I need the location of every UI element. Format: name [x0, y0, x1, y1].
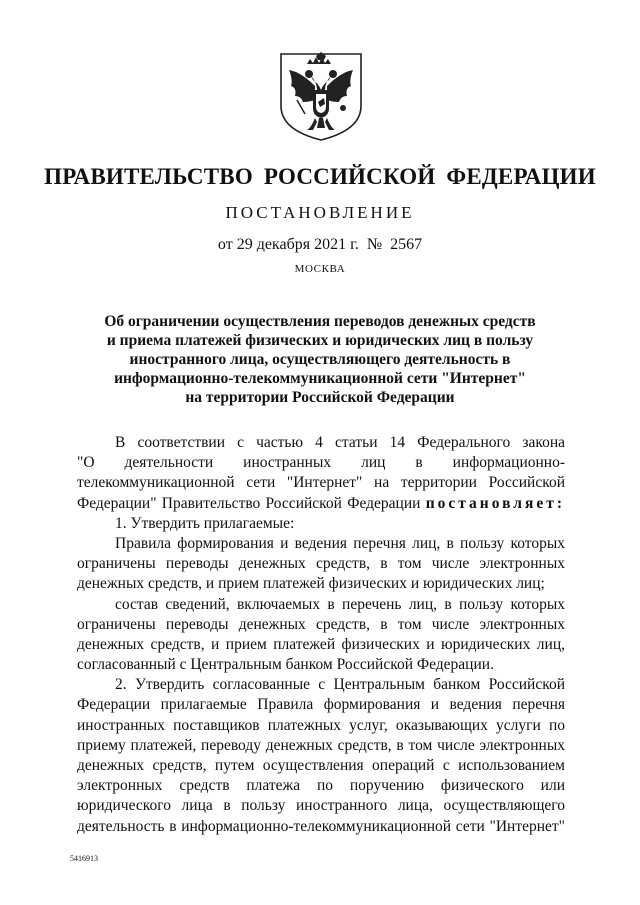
- body-line: юридического лица в пользу иностранного лица, осуществляющего: [77, 797, 565, 815]
- subject-line: иностранного лица, осуществляющего деятельность в: [129, 351, 511, 368]
- body-line: приему платежей, переводу денежных средств, в том числе электронных: [77, 736, 565, 754]
- subject-line: на территории Российской Федерации: [185, 389, 455, 406]
- body-line: иностранных поставщиков платежных услуг, оказывающих услуги по: [77, 716, 565, 734]
- body-line: 1. Утвердить прилагаемые:: [115, 514, 295, 532]
- body-line: телекоммуникационной сети "Интернет" на территории Российской: [77, 474, 565, 492]
- body-line: денежных средств, путем осуществления операций с использованием: [77, 757, 565, 774]
- body-line: электронных средств платежа по поручению физического или: [77, 777, 565, 795]
- body-line: согласованный с Центральным банком Российской Федерации.: [77, 656, 494, 674]
- resolves-word: постановляет:: [425, 494, 565, 512]
- government-title: ПРАВИТЕЛЬСТВО РОССИЙСКОЙ ФЕДЕРАЦИИ: [44, 164, 596, 189]
- subject-line: и приема платежей физических и юридических лиц в пользу: [106, 332, 534, 349]
- body-line: Правила формирования и ведения перечня лиц, в пользу которых: [115, 534, 565, 552]
- body-line: денежных средств, и прием платежей физических и юридических лиц,: [77, 635, 565, 653]
- body-line-resolves: [77, 494, 565, 514]
- body-line: деятельность в информационно-телекоммуникационной сети "Интернет": [77, 817, 565, 835]
- document-type: ПОСТАНОВЛЕНИЕ: [225, 203, 415, 222]
- subject-line: Об ограничении осуществления переводов денежных средств: [104, 313, 536, 330]
- body-line: ограничены переводы денежных средств, в том числе электронных: [77, 555, 565, 573]
- document-city: МОСКВА: [294, 263, 346, 275]
- document-body: [77, 433, 565, 837]
- body-line: состав сведений, включаемых в перечень лиц, в пользу которых: [115, 595, 565, 613]
- body-line: В соответствии с частью 4 статьи 14 Федерального закона: [115, 434, 565, 451]
- russian-coat-of-arms-icon: [273, 50, 369, 142]
- body-line: "О деятельности иностранных лиц в информационно-: [77, 454, 565, 472]
- document-code: 5416913: [70, 854, 98, 863]
- subject-line: информационно-телекоммуникационной сети "Интернет": [114, 370, 526, 387]
- document-date-number: от 29 декабря 2021 г. № 2567: [217, 236, 423, 253]
- body-line: ограничены переводы денежных средств, в том числе электронных: [77, 615, 565, 633]
- body-line: Федерации прилагаемые Правила формирования и ведения перечня: [77, 696, 565, 714]
- document-subject: [80, 312, 560, 407]
- body-line-text: Федерации" Правительство Российской Федерации: [77, 494, 421, 512]
- body-line: 2. Утвердить согласованные с Центральным банком Российской: [115, 676, 565, 694]
- body-line: денежных средств, и прием платежей физических и юридических лиц;: [77, 575, 545, 593]
